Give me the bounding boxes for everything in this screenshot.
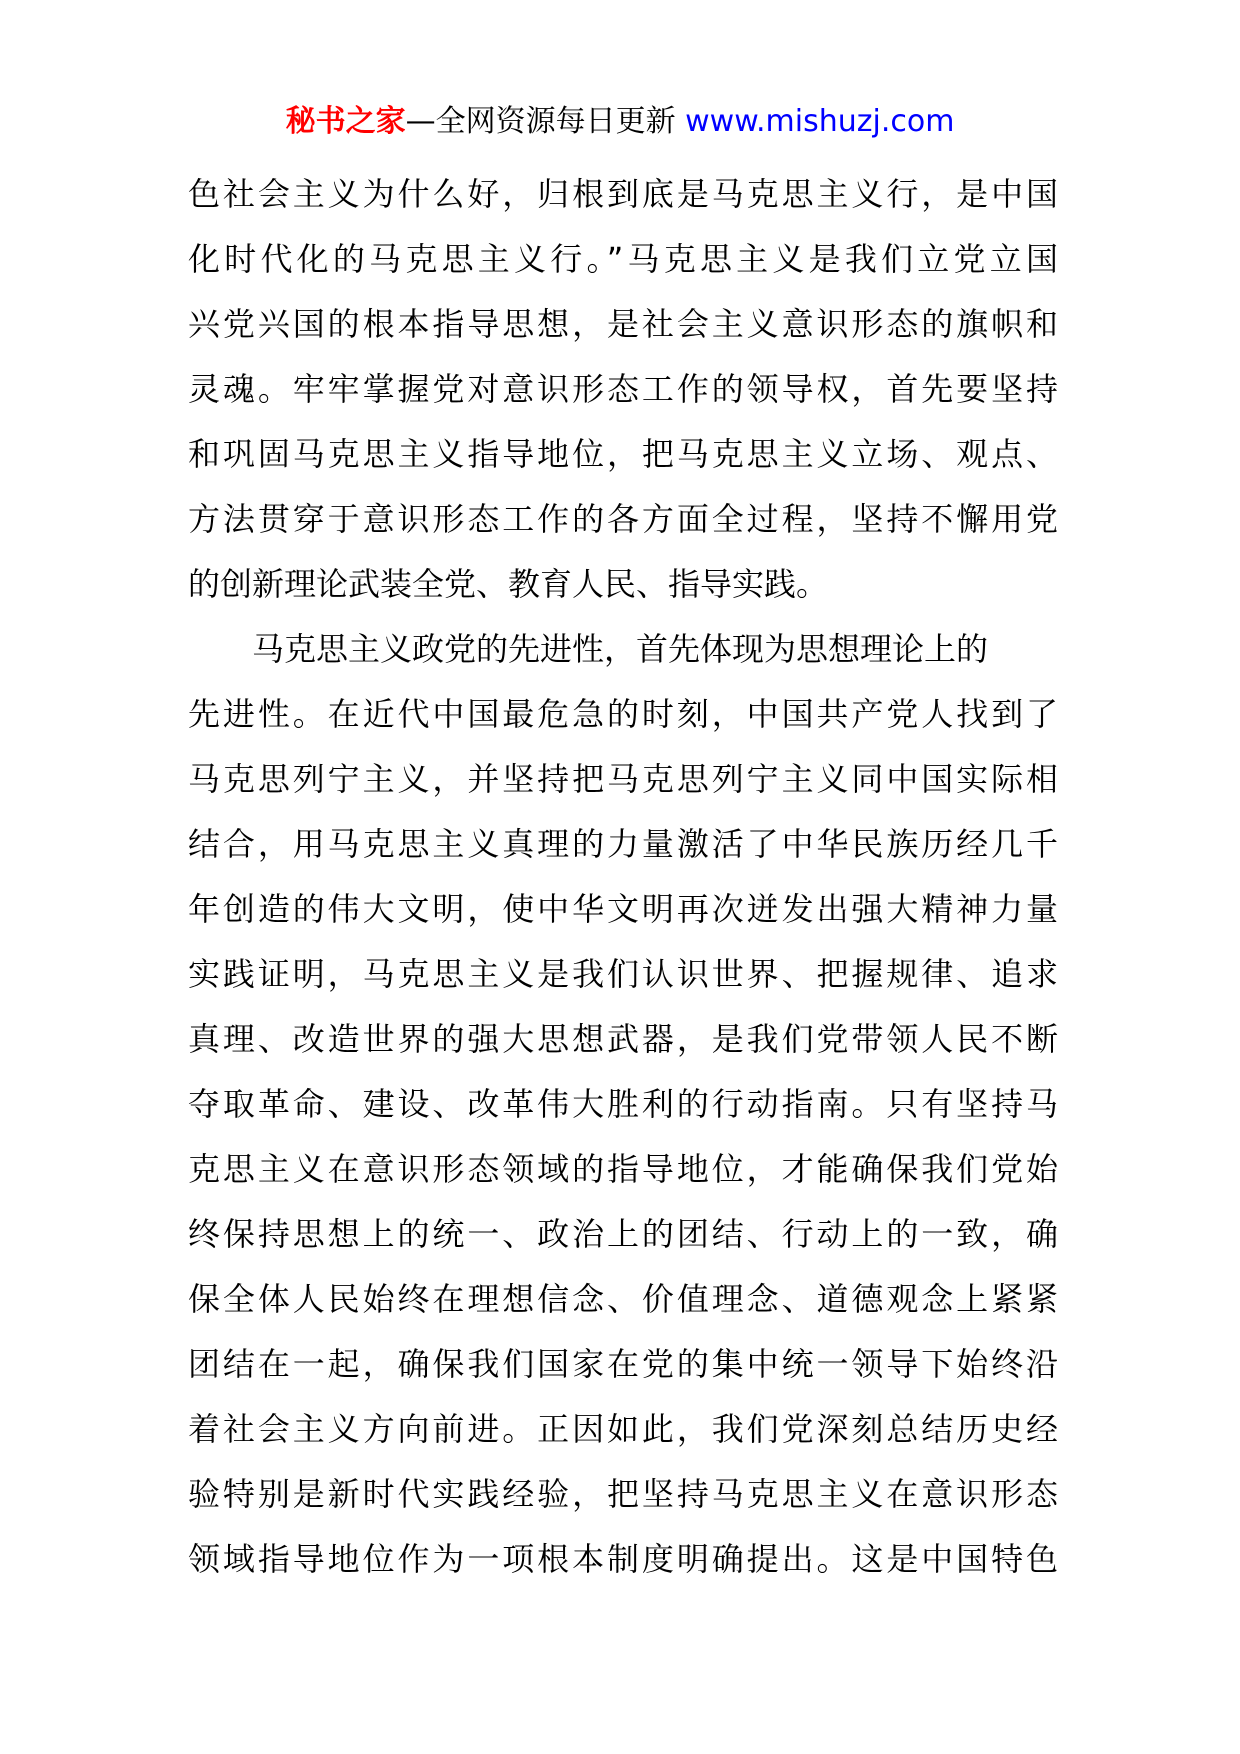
site-tagline: —全网资源每日更新: [405, 104, 686, 139]
text-line: 和巩固马克思主义指导地位，把马克思主义立场、观点、: [188, 435, 1058, 473]
text-line: 结合，用马克思主义真理的力量激活了中华民族历经几千: [188, 825, 1058, 863]
text-line: 终保持思想上的统一、政治上的团结、行动上的一致，确: [188, 1215, 1058, 1253]
text-line: 保全体人民始终在理想信念、价值理念、道德观念上紧紧: [188, 1280, 1058, 1318]
text-line: 团结在一起，确保我们国家在党的集中统一领导下始终沿: [188, 1345, 1058, 1383]
text-line: 马克思列宁主义，并坚持把马克思列宁主义同中国实际相: [188, 760, 1058, 798]
document-body: [188, 162, 1058, 1592]
text-line: 灵魂。牢牢掌握党对意识形态工作的领导权，首先要坚持: [188, 370, 1058, 408]
text-line: 实践证明，马克思主义是我们认识世界、把握规律、追求: [188, 955, 1058, 993]
site-url: www.mishuzj.com: [685, 104, 955, 139]
text-line: 着社会主义方向前进。正因如此，我们党深刻总结历史经: [188, 1410, 1058, 1448]
text-line: 真理、改造世界的强大思想武器，是我们党带领人民不断: [188, 1020, 1058, 1058]
site-brand: 秘书之家: [285, 104, 406, 139]
text-line: 化时代化的马克思主义行。”马克思主义是我们立党立国: [188, 240, 1058, 278]
text-line: 马克思主义政党的先进性，首先体现为思想理论上的: [252, 630, 989, 668]
text-line: 色社会主义为什么好，归根到底是马克思主义行，是中国: [188, 175, 1058, 213]
text-line: 兴党兴国的根本指导思想，是社会主义意识形态的旗帜和: [188, 305, 1058, 343]
text-line: 的创新理论武装全党、教育人民、指导实践。: [188, 565, 829, 603]
text-line: 验特别是新时代实践经验，把坚持马克思主义在意识形态: [188, 1475, 1058, 1513]
text-line: 领域指导地位作为一项根本制度明确提出。这是中国特色: [188, 1540, 1058, 1578]
text-line: 先进性。在近代中国最危急的时刻，中国共产党人找到了: [188, 695, 1058, 733]
text-line: 方法贯穿于意识形态工作的各方面全过程，坚持不懈用党: [188, 500, 1058, 538]
site-header: [0, 100, 1240, 144]
text-line: 夺取革命、建设、改革伟大胜利的行动指南。只有坚持马: [188, 1085, 1058, 1123]
text-line: 年创造的伟大文明，使中华文明再次迸发出强大精神力量: [188, 890, 1058, 928]
text-line: 克思主义在意识形态领域的指导地位，才能确保我们党始: [188, 1150, 1058, 1188]
